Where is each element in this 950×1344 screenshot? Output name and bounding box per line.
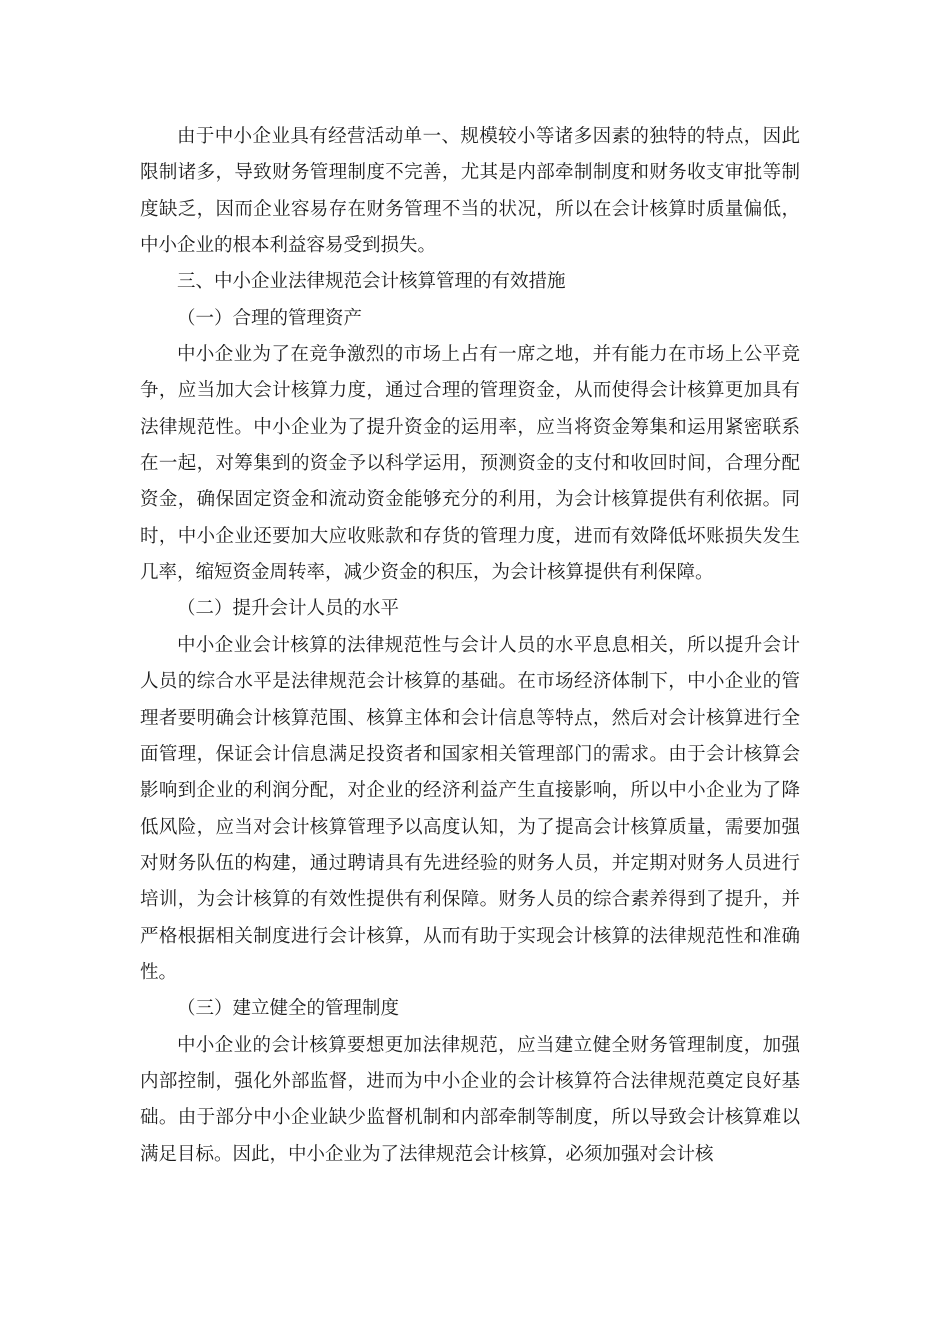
section-heading: 三、中小企业法律规范会计核算管理的有效措施 [177, 271, 566, 293]
subsection-heading: （一）合理的管理资产 [177, 307, 363, 329]
body-paragraph: 中小企业的会计核算要想更加法律规范，应当建立健全财务管理制度，加强内部控制，强化外部监督，进而为中小企业的会计核算符合法律规范奠定良好基础。由于部分中小企业缺少监督机制和内部牵制等制度，所以导致会计核算难以满足目标。因此，中小企业为了法律规范会计核算，必须加强对会计核 [140, 1034, 800, 1165]
body-paragraph: 由于中小企业具有经营活动单一、规模较小等诸多因素的独特的特点，因此限制诸多，导致财务管理制度不完善，尤其是内部牵制制度和财务收支审批等制度缺乏，因而企业容易存在财务管理不当的状况，所以在会计核算时质量偏低，中小企业的根本利益容易受到损失。 [140, 126, 800, 257]
body-paragraph: 中小企业为了在竞争激烈的市场上占有一席之地，并有能力在市场上公平竞争，应当加大会计核算力度，通过合理的管理资金，从而使得会计核算更加具有法律规范性。中小企业为了提升资金的运用率，应当将资金筹集和运用紧密联系在一起，对筹集到的资金予以科学运用，预测资金的支付和收回时间，合理分配资金，确保固定资金和流动资金能够充分的利用，为会计核算提供有利依据。同时，中小企业还要加大应收账款和存货的管理力度，进而有效降低坏账损失发生几率，缩短资金周转率，减少资金的积压，为会计核算提供有利保障。 [140, 344, 800, 584]
document-body [140, 119, 800, 1173]
subsection-heading: （二）提升会计人员的水平 [177, 598, 400, 620]
body-paragraph: 中小企业会计核算的法律规范性与会计人员的水平息息相关，所以提升会计人员的综合水平是法律规范会计核算的基础。在市场经济体制下，中小企业的管理者要明确会计核算范围、核算主体和会计信息等特点，然后对会计核算进行全面管理，保证会计信息满足投资者和国家相关管理部门的需求。由于会计核算会影响到企业的利润分配，对企业的经济利益产生直接影响，所以中小企业为了降低风险，应当对会计核算管理予以高度认知，为了提高会计核算质量，需要加强对财务队伍的构建，通过聘请具有先进经验的财务人员，并定期对财务人员进行培训，为会计核算的有效性提供有利保障。财务人员的综合素养得到了提升，并严格根据相关制度进行会计核算，从而有助于实现会计核算的法律规范性和准确性。 [140, 634, 800, 983]
subsection-heading: （三）建立健全的管理制度 [177, 998, 400, 1020]
